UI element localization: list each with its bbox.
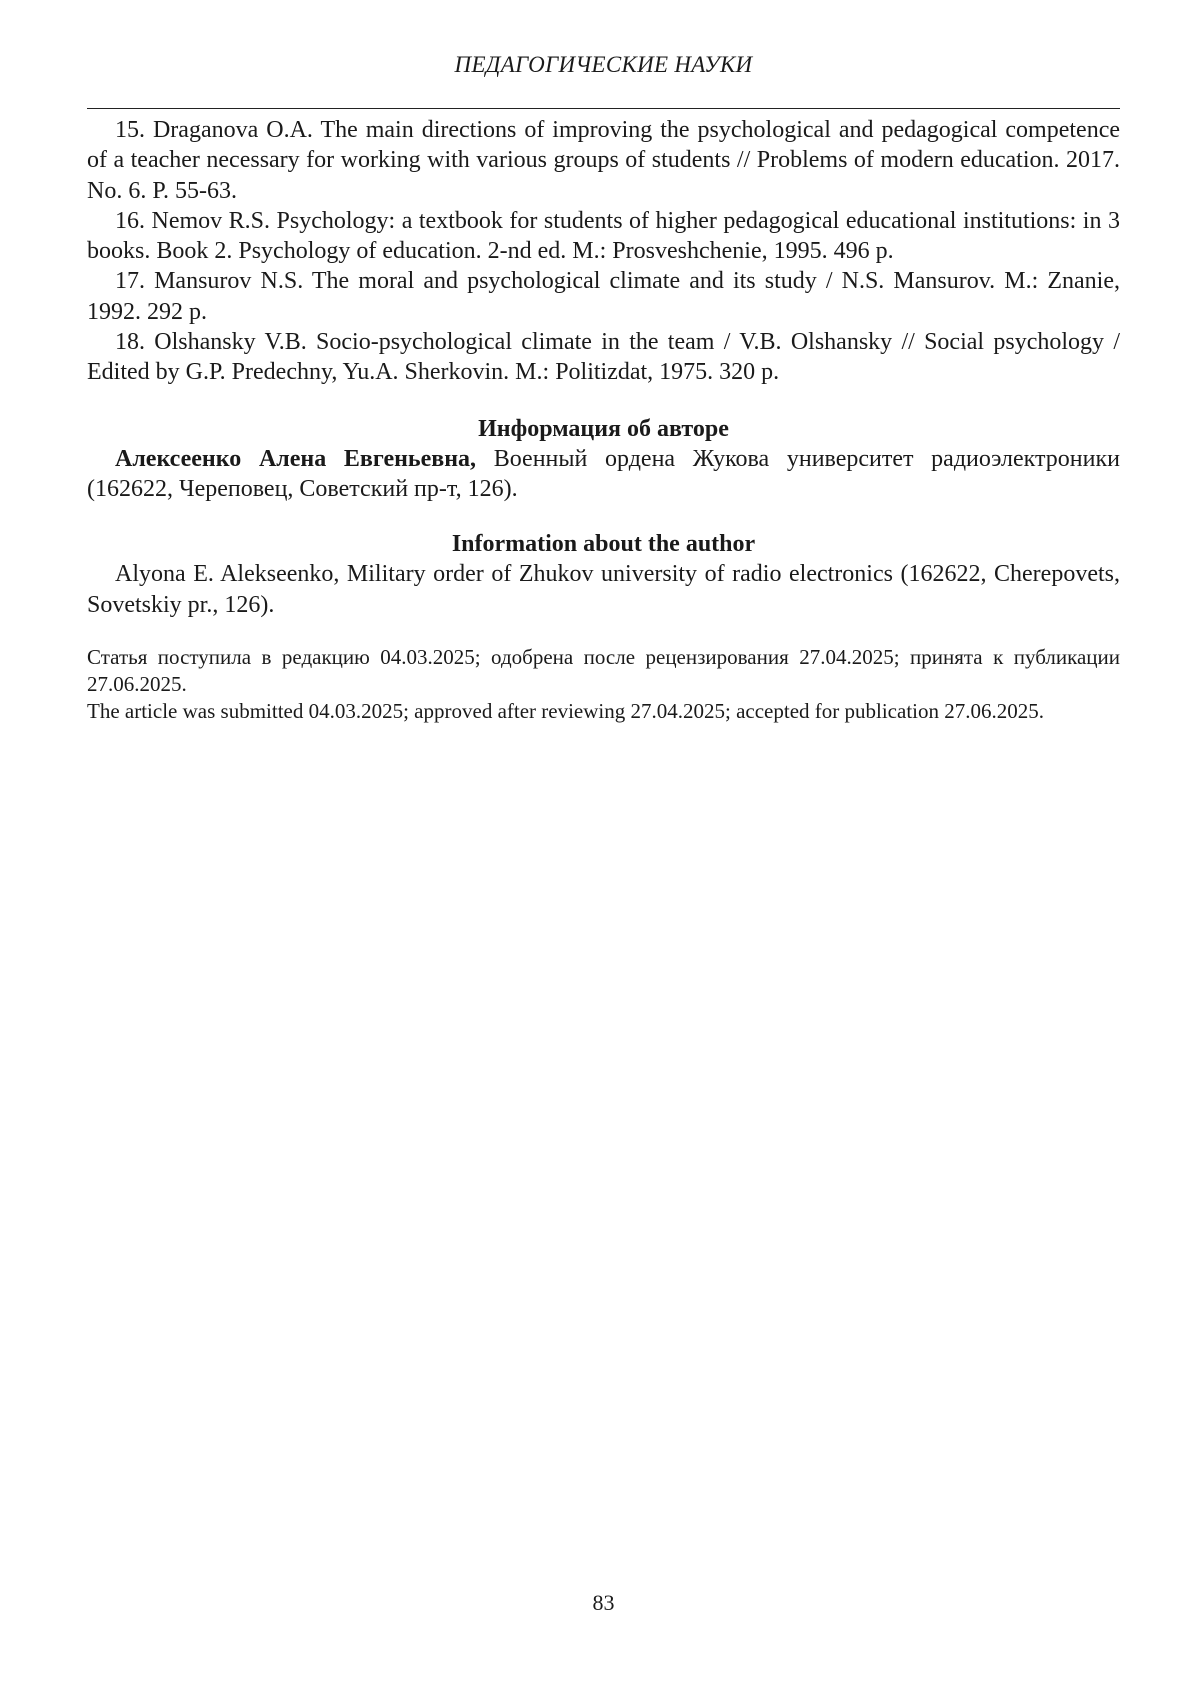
author-info-ru bbox=[87, 414, 1120, 505]
reference-item-18: 18. Olshansky V.B. Socio-psychological climate in the team / V.B. Olshansky // Social psychology / Edited by G.P. Predechny, Yu.A. Sherkovin. M.: Politizdat, 1975. 320 p. bbox=[87, 329, 1120, 386]
article-dates-en: The article was submitted 04.03.2025; approved after reviewing 27.04.2025; accepted for publication 27.06.2025. bbox=[87, 698, 1044, 723]
page-content bbox=[87, 115, 1120, 725]
author-affiliation-ru: Военный ордена Жукова университет радиоэлектроники (162622, Череповец, Советский пр-т, 126). bbox=[87, 445, 1120, 502]
author-name-ru: Алексеенко Алена Евгеньевна, bbox=[115, 445, 477, 472]
article-dates-ru: Статья поступила в редакцию 04.03.2025; одобрена после рецензирования 27.04.2025; принята к публикации 27.06.2025. bbox=[87, 644, 1120, 696]
reference-list bbox=[87, 115, 1120, 388]
reference-item-17: 17. Mansurov N.S. The moral and psychological climate and its study / N.S. Mansurov. M.: Znanie, 1992. 292 p. bbox=[87, 268, 1120, 325]
author-info-en bbox=[87, 529, 1120, 620]
reference-item-15: 15. Draganova O.A. The main directions of improving the psychological and pedagogical competence of a teacher necessary for working with various groups of students // Problems of modern education. 2017. No. 6. P. 55-63. bbox=[87, 117, 1120, 204]
header-divider bbox=[87, 108, 1120, 109]
reference-item-16: 16. Nemov R.S. Psychology: a textbook for students of higher pedagogical educational institutions: in 3 books. Book 2. Psychology of education. 2-nd ed. M.: Prosveshchenie, 1995. 496 p. bbox=[87, 207, 1120, 265]
article-dates bbox=[87, 644, 1120, 725]
author-info-ru-title: Информация об авторе bbox=[478, 415, 729, 442]
author-info-en-text: Alyona E. Alekseenko, Military order of Zhukov university of radio electronics (162622, Cherepovets, Sovetskiy pr., 126). bbox=[87, 561, 1120, 618]
author-info-en-title: Information about the author bbox=[451, 531, 756, 558]
page-number: 83 bbox=[592, 1590, 615, 1615]
running-header: ПЕДАГОГИЧЕСКИЕ НАУКИ bbox=[454, 52, 753, 77]
author-info-ru-text bbox=[87, 444, 1120, 505]
